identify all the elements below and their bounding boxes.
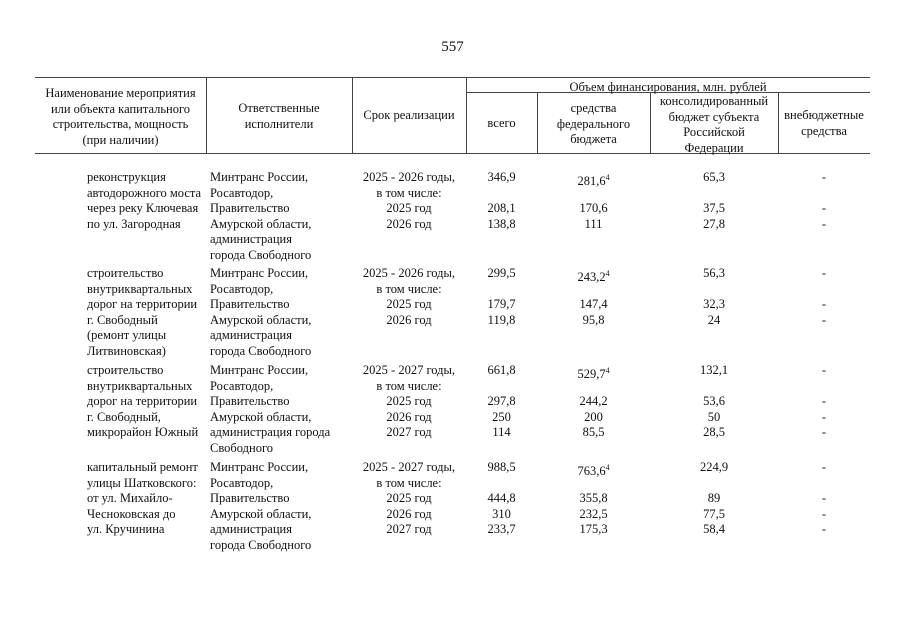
header-top-rule — [35, 77, 870, 78]
header-consolidated: консолидированный бюджет субъекта Российской Федерации — [659, 94, 769, 155]
header-extra: внебюджетные средства — [784, 108, 864, 138]
row-1-extra: - - - — [821, 170, 827, 231]
row-3-name: строительство внутриквартальных дорог на территории г. Свободный, микрорайон Южный — [87, 363, 199, 439]
row-2-name: строительство внутриквартальных дорог на территории г. Свободный (ремонт улицы Литвиновская) — [87, 266, 198, 358]
row-1-consolidated: 65,3 37,5 27,8 — [703, 170, 725, 231]
header-period: Срок реализации — [363, 108, 455, 122]
row-1-periods: 2025 - 2026 годы, в том числе: 2025 год 2026 год — [362, 170, 456, 231]
row-3-total: 661,8 297,8 250 114 — [487, 363, 516, 439]
row-2-periods: 2025 - 2026 годы, в том числе: 2025 год 2026 год — [362, 266, 456, 327]
header-total: всего — [487, 116, 516, 130]
row-4-responsible: Минтранс России, Росавтодор, Правительство Амурской области, администрация города Свободного — [210, 460, 312, 552]
header-responsible: Ответственные исполнители — [238, 101, 320, 131]
row-1-name: реконструкция автодорожного моста через реку Ключевая по ул. Загородная — [87, 170, 202, 231]
row-4-consolidated: 224,9 89 77,5 58,4 — [699, 460, 729, 536]
row-4-extra: - - - - — [821, 460, 827, 536]
header-name: Наименование мероприятия или объекта капитального строительства, мощность (при наличии) — [45, 86, 196, 147]
header-funding-title: Объем финансирования, млн. рублей — [569, 80, 767, 94]
row-2-responsible: Минтранс России, Росавтодор, Правительство Амурской области, администрация города Свободного — [210, 266, 312, 358]
page-number: 557 — [441, 39, 464, 55]
row-2-consolidated: 56,3 32,3 24 — [703, 266, 725, 327]
row-2-total: 299,5 179,7 119,8 — [487, 266, 516, 327]
row-3-extra: - - - - — [821, 363, 827, 439]
row-4-total: 988,5 444,8 310 233,7 — [487, 460, 516, 536]
row-4-name: капитальный ремонт улицы Шатковского: от ул. Михайло- Чесноковская до ул. Кручинина — [87, 460, 198, 536]
row-1-federal: 281,6$^4$ 170,6 111 — [577, 173, 610, 231]
row-4-federal: 763,6$^4$ 355,8 232,5 175,3 — [577, 463, 610, 536]
row-2-extra: - - - — [821, 266, 827, 327]
header-federal: средства федерального бюджета — [556, 101, 631, 146]
row-1-responsible: Минтранс России, Росавтодор, Правительство Амурской области, администрация города Свободного — [210, 170, 312, 262]
row-4-periods: 2025 - 2027 годы, в том числе: 2025 год 2026 год 2027 год — [362, 460, 456, 536]
row-3-federal: 529,7$^4$ 244,2 200 85,5 — [577, 366, 610, 439]
row-3-periods: 2025 - 2027 годы, в том числе: 2025 год 2026 год 2027 год — [362, 363, 456, 439]
row-3-responsible: Минтранс России, Росавтодор, Правительство Амурской области, администрация города Свободного — [210, 363, 331, 455]
row-3-consolidated: 132,1 53,6 50 28,5 — [699, 363, 729, 439]
row-2-federal: 243,2$^4$ 147,4 95,8 — [577, 269, 610, 327]
row-1-total: 346,9 208,1 138,8 — [487, 170, 516, 231]
